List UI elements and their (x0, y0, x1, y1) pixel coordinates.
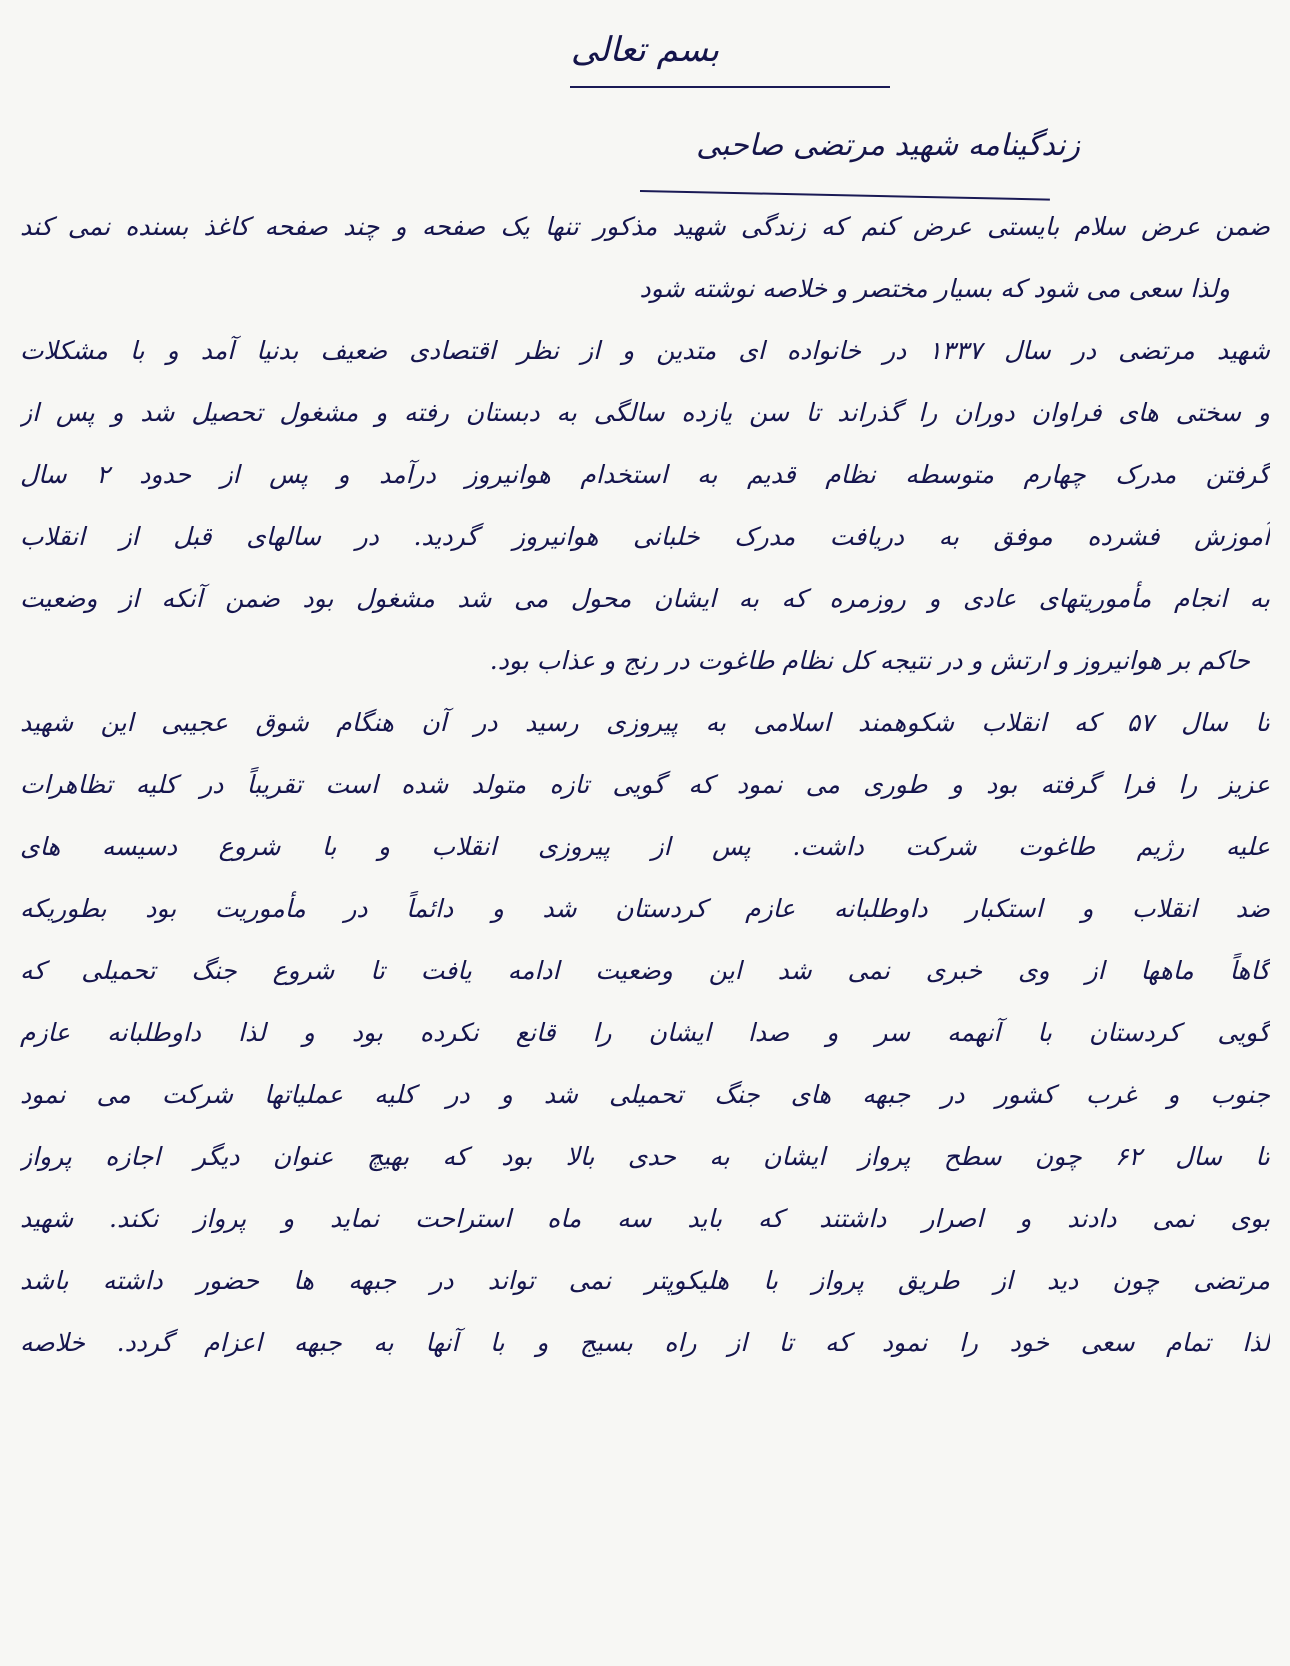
heading-underline (570, 86, 890, 88)
letter-body (20, 196, 1270, 1374)
text-line-7: به انجام مأموریتهای عادی و روزمره که به ایشان محول می شد مشغول بود ضمن آنکه از وضعیت (20, 584, 1270, 613)
text-line-19: لذا تمام سعی خود را نمود که تا از راه بسیج و با آنها به جبهه اعزام گردد. خلاصه (20, 1328, 1270, 1357)
text-line-5: گرفتن مدرک چهارم متوسطه نظام قدیم به استخدام هوانیروز درآمد و پس از حدود ۲ سال (20, 460, 1270, 489)
text-line-16: تا سال ۶۲ چون سطح پرواز ایشان به حدی بالا بود که بهیچ عنوان دیگر اجازه پرواز (20, 1142, 1270, 1171)
text-line-11: علیه رژیم طاغوت شرکت داشت. پس از پیروزی انقلاب و با شروع دسیسه های (20, 832, 1270, 861)
text-line-17: بوی نمی دادند و اصرار داشتند که باید سه ماه استراحت نماید و پرواز نکند. شهید (20, 1204, 1270, 1233)
text-line-6: آموزش فشرده موفق به دریافت مدرک خلبانی هوانیروز گردید. در سالهای قبل از انقلاب (20, 522, 1270, 551)
letter-heading: بسم تعالی (570, 30, 720, 70)
text-line-13: گاهاً ماهها از وی خبری نمی شد این وضعیت ادامه یافت تا شروع جنگ تحمیلی که (20, 956, 1270, 985)
text-line-14: گویی کردستان با آنهمه سر و صدا ایشان را قانع نکرده بود و لذا داوطلبانه عازم (20, 1018, 1270, 1047)
text-line-2: ولذا سعی می شود که بسیار مختصر و خلاصه نوشته شود (639, 274, 1230, 303)
text-line-9: تا سال ۵۷ که انقلاب شکوهمند اسلامی به پیروزی رسید در آن هنگام شوق عجیبی این شهید (20, 708, 1270, 737)
text-line-3: شهید مرتضی در سال ۱۳۳۷ در خانواده ای متدین و از نظر اقتصادی ضعیف بدنیا آمد و با مشکلات (20, 336, 1270, 365)
text-line-4: و سختی های فراوان دوران را گذراند تا سن یازده سالگی به دبستان رفته و مشغول تحصیل شد و پس از (20, 398, 1270, 427)
text-line-8: حاکم بر هوانیروز و ارتش و در نتیجه کل نظام طاغوت در رنج و عذاب بود. (489, 646, 1250, 675)
text-line-18: مرتضی چون دید از طریق پرواز با هلیکوپتر نمی تواند در جبهه ها حضور داشته باشد (20, 1266, 1270, 1295)
text-line-1: ضمن عرض سلام بایستی عرض کنم که زندگی شهید مذکور تنها یک صفحه و چند صفحه کاغذ بسنده نمی کند (20, 212, 1270, 241)
text-line-10: عزیز را فرا گرفته بود و طوری می نمود که گویی تازه متولد شده است تقریباً در کلیه تظاهرات (20, 770, 1270, 799)
letter-subject: زندگینامه شهید مرتضی صاحبی (696, 128, 1080, 163)
text-line-12: ضد انقلاب و استکبار داوطلبانه عازم کردستان شد و دائماً در مأموریت بود بطوریکه (20, 894, 1270, 923)
text-line-15: جنوب و غرب کشور در جبهه های جنگ تحمیلی شد و در کلیه عملیاتها شرکت می نمود (20, 1080, 1270, 1109)
